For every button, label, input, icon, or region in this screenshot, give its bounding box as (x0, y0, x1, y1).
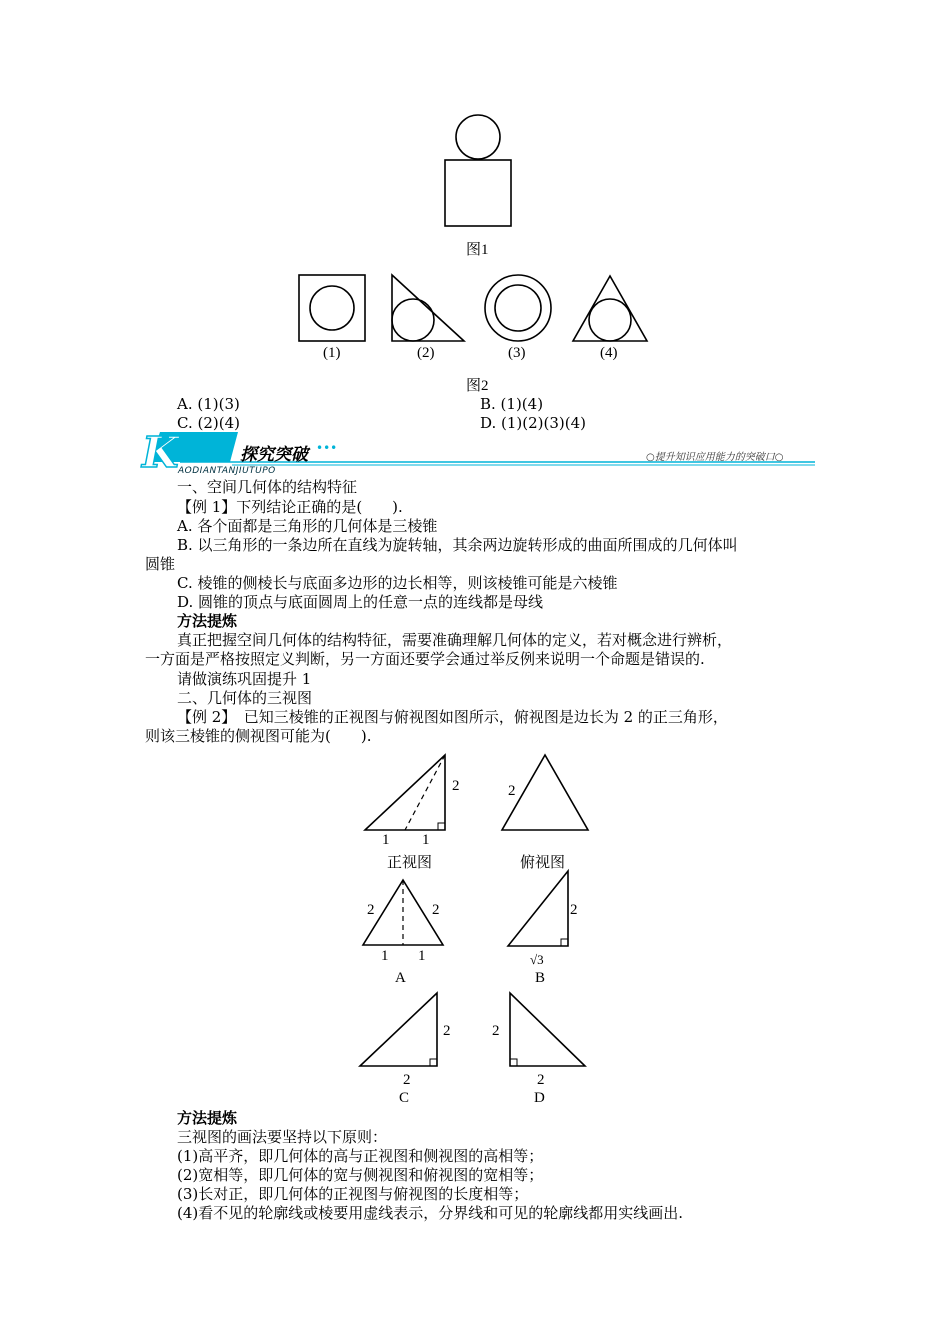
front-view-base-right-label: 1 (422, 832, 430, 848)
figure-2-caption: 图2 (466, 378, 489, 394)
fig2-shape-2-triangle (392, 275, 464, 341)
choice-a-base-left-label: 1 (381, 948, 389, 964)
banner-dots: ••• (316, 441, 338, 455)
method-2-title: 方法提炼 (177, 1109, 238, 1127)
method-1-line2: 一方面是严格按照定义判断，另一方面还要学会通过举反例来说明一个命题是错误的. (145, 650, 705, 668)
figure-1-square (445, 160, 511, 226)
front-view-drawing (360, 750, 460, 835)
choice-d-drawing (502, 990, 592, 1070)
section-banner (140, 430, 815, 475)
fig2-shape-3-inner-circle (495, 285, 541, 331)
method-1-title: 方法提炼 (177, 612, 238, 630)
choice-d-height-label: 2 (492, 1023, 500, 1039)
example-1-option-a: A. 各个面都是三角形的几何体是三棱锥 (177, 517, 438, 535)
choice-a-base-right-label: 1 (418, 948, 426, 964)
principle-2: (2)宽相等，即几何体的宽与侧视图和俯视图的宽相等； (177, 1166, 544, 1184)
choice-b-drawing (500, 868, 575, 950)
top-view-caption: 俯视图 (520, 855, 566, 871)
choice-d-base-label: 2 (537, 1072, 545, 1088)
principle-4: (4)看不见的轮廓线或棱要用虚线表示，分界线和可见的轮廓线都用实线画出. (177, 1204, 684, 1222)
figure-1-caption: 图1 (466, 242, 489, 258)
option-a: A. (1)(3) (177, 395, 240, 413)
example-1-option-b-line2: 圆锥 (145, 555, 176, 573)
top-view-side-label: 2 (508, 783, 516, 799)
choice-c-letter: C (399, 1090, 410, 1106)
fig2-shape-4-circle (589, 299, 631, 341)
choice-a-letter: A (395, 970, 406, 986)
section-2-heading: 二、几何体的三视图 (177, 689, 313, 707)
option-d: D. (1)(2)(3)(4) (480, 414, 587, 432)
principle-3: (3)长对正，即几何体的正视图与俯视图的长度相等； (177, 1185, 529, 1203)
fig2-label-1: (1) (323, 345, 341, 361)
fig2-label-3: (3) (508, 345, 526, 361)
fig2-shape-1-circle (310, 286, 354, 330)
choice-b-height-label: 2 (570, 902, 578, 918)
choice-c-height-label: 2 (443, 1023, 451, 1039)
figure-1-drawing (430, 110, 530, 235)
choice-a-left-side-label: 2 (367, 902, 375, 918)
choice-b-letter: B (535, 970, 546, 986)
principles-intro: 三视图的画法要坚持以下原则： (177, 1128, 388, 1146)
fig2-shape-4-triangle (573, 276, 647, 341)
fig2-shape-2-circle (392, 299, 434, 341)
banner-title: 探究突破 (240, 445, 308, 465)
method-1-line1: 真正把握空间几何体的结构特征，需要准确理解几何体的定义，若对概念进行辨析， (177, 631, 733, 649)
option-c: C. (2)(4) (177, 414, 240, 432)
front-view-base-left-label: 1 (382, 832, 390, 848)
front-view-caption: 正视图 (387, 855, 433, 871)
banner-right-text: ○提升知识应用能力的突破口○ (646, 452, 784, 463)
example-2-line1: 【例 2】 已知三棱锥的正视图与俯视图如图所示，俯视图是边长为 2 的正三角形， (177, 708, 728, 726)
banner-subtitle: AODIANTANJIUTUPO (178, 466, 276, 476)
fig2-label-2: (2) (417, 345, 435, 361)
section-1-heading: 一、空间几何体的结构特征 (177, 478, 358, 496)
choice-c-drawing (355, 990, 445, 1070)
choice-d-letter: D (534, 1090, 545, 1106)
example-1-option-c: C. 棱锥的侧棱长与底面多边形的边长相等，则该棱锥可能是六棱锥 (177, 574, 618, 592)
fig2-shape-1-square (299, 275, 365, 341)
example-1-option-b-line1: B. 以三角形的一条边所在直线为旋转轴，其余两边旋转形成的曲面所围成的几何体叫 (177, 536, 738, 554)
example-2-line2: 则该三棱锥的侧视图可能为( ). (145, 727, 372, 745)
banner-letter: K (142, 428, 179, 477)
front-view-height-label: 2 (452, 778, 460, 794)
choice-b-base-label: √3 (530, 952, 544, 967)
choice-c-base-label: 2 (403, 1072, 411, 1088)
practice-note: 请做演练巩固提升 1 (177, 670, 312, 688)
example-1-question: 【例 1】下列结论正确的是( ). (177, 498, 403, 516)
choice-a-right-side-label: 2 (432, 902, 440, 918)
option-b: B. (1)(4) (480, 395, 544, 413)
figure-1-circle (456, 115, 500, 159)
fig2-label-4: (4) (600, 345, 618, 361)
example-1-option-d: D. 圆锥的顶点与底面圆周上的任意一点的连线都是母线 (177, 593, 544, 611)
principle-1: (1)高平齐，即几何体的高与正视图和侧视图的高相等； (177, 1147, 544, 1165)
